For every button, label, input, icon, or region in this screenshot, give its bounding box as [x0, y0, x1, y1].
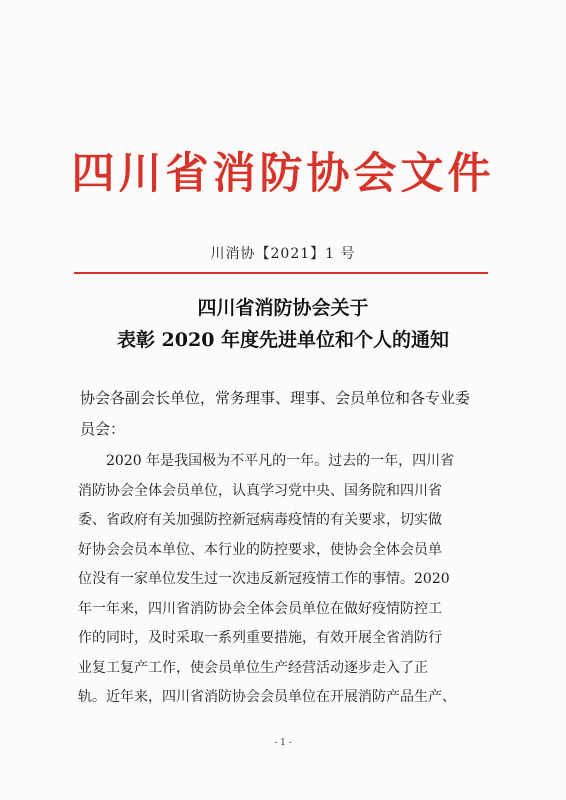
body-line: 位没有一家单位发生过一次违反新冠疫情工作的事情。2020 [78, 571, 450, 587]
body-line: 作的同时，及时采取一系列重要措施，有效开展全省消防行 [78, 630, 442, 646]
org-document-header: 四川省消防协会文件 [71, 149, 495, 199]
body-line: 2020 年是我国极为不平凡的一年。过去的一年，四川省 [78, 453, 455, 469]
document-number: 川消协【2021】1 号 [210, 246, 356, 262]
salutation-line1: 协会各副会长单位，常务理事、理事、会员单位和各专业委 [80, 389, 471, 407]
body-line: 轨。近年来，四川省消防协会会员单位在开展消防产品生产、 [78, 689, 456, 705]
header-divider [74, 272, 488, 274]
page-number: - 1 - [274, 738, 292, 748]
salutation-line2: 员会： [80, 420, 126, 438]
body-line: 年一年来，四川省消防协会全体会员单位在做好疫情防控工 [78, 600, 442, 617]
body-line: 消防协会全体会员单位，认真学习党中央、国务院和四川省 [78, 482, 442, 499]
notice-title-line1: 四川省消防协会关于 [197, 297, 369, 319]
body-line: 好协会会员本单位、本行业的防控要求，使协会全体会员单 [78, 541, 442, 558]
body-paragraph [78, 447, 498, 713]
body-line: 业复工复产工作，使会员单位生产经营活动逐步走入了正 [78, 659, 428, 676]
notice-title-line2: 表彰 2020 年度先进单位和个人的通知 [116, 329, 450, 351]
body-line: 委、省政府有关加强防控新冠病毒疫情的有关要求，切实做 [78, 512, 442, 528]
